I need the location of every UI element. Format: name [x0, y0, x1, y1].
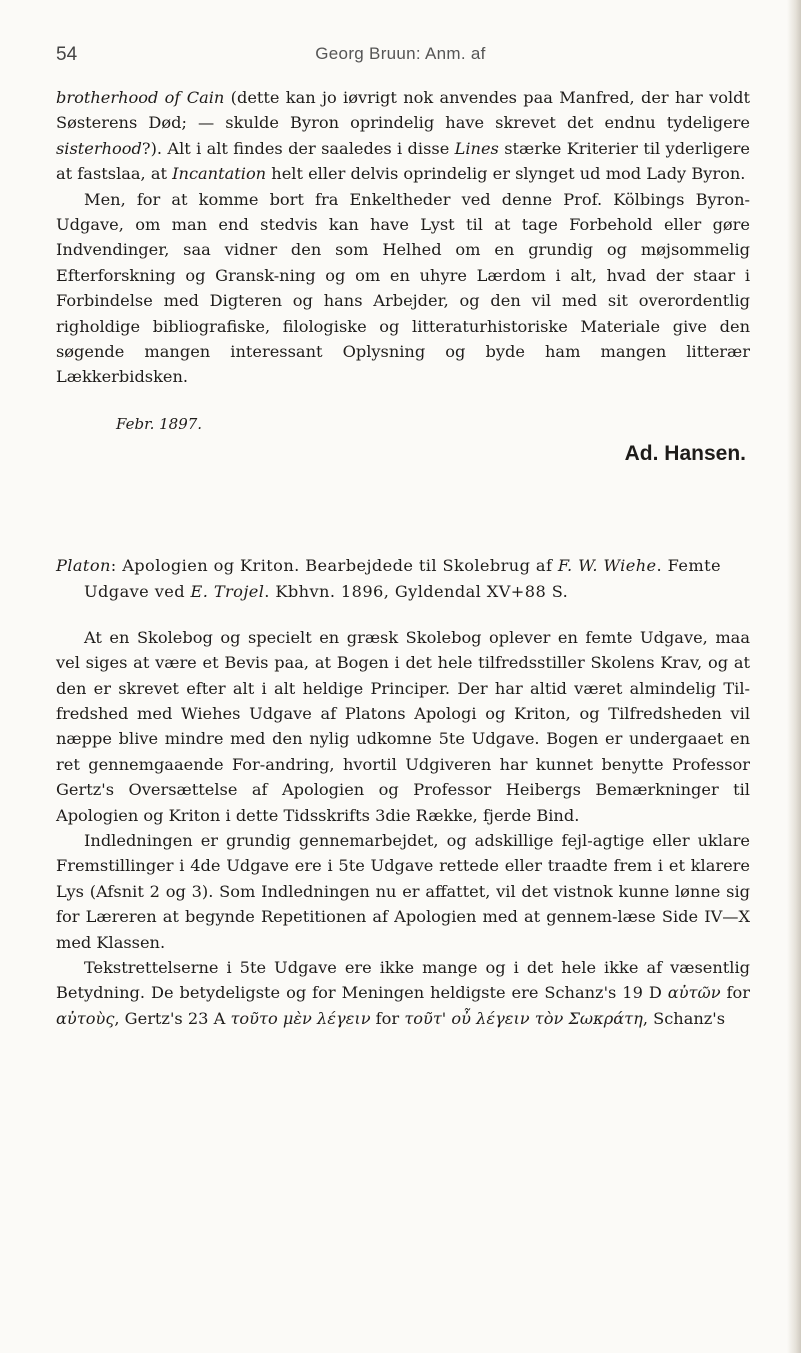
paragraph-continuation: [56, 85, 750, 187]
greek-text: αὐτῶν: [667, 983, 721, 1003]
italic-title: Lines: [454, 138, 499, 158]
italic-title: brotherhood of Cain: [56, 88, 225, 107]
greek-text: τοῦτ' οὖ λέγειν τὸν Σωκράτη: [404, 1008, 643, 1028]
paragraph-text-corrections: [56, 955, 750, 1031]
text-run: . Femte Udgave ved: [84, 555, 721, 601]
text-run: for: [720, 983, 750, 1003]
reviewer-signature: Ad. Hansen.: [624, 442, 746, 466]
page-edge-shadow: [787, 0, 801, 1353]
running-title: Georg Bruun: Anm. af: [315, 44, 486, 63]
text-run: , Gertz's 23 A: [114, 1008, 231, 1028]
paragraph-conclusion: Men, for at komme bort fra Enkeltheder ved denne Prof. Kölbings Byron-Udgave, om man end stedvis kan have Lyst til at tage Forbehold eller gøre Indvendinger, saa vidner den som Helhed om en grundig og møjsommelig Efterforskning og Gransk-ning og om en uhyre Lærdom i alt, hvad der staar i Forbindelse med Digteren og hans Arbejder, og den vil med sit overordentlig righoldige bibliografiske, filologiske og litteraturhistoriske Materiale give den søgende mangen interessant Oplysning og byde ham mangen litterær Lækkerbidsken.: [56, 189, 750, 387]
editor-name: F. W. Wiehe: [557, 555, 657, 575]
text-run: , Schanz's: [642, 1008, 726, 1028]
text-run: stærke Kriterier til yderligere at fastslaa, at: [56, 138, 750, 184]
italic-term: sisterhood: [56, 138, 142, 158]
editor-name: E. Trojel: [190, 581, 265, 601]
review-date: Febr. 1897.: [116, 414, 203, 433]
text-run: for: [370, 1008, 405, 1028]
body-text: [56, 85, 750, 1031]
greek-text: τοῦτο μὲν λέγειν: [230, 1008, 371, 1028]
text-run: (dette kan jo iøvrigt nok anvendes paa Manfred, der har voldt Søsterens Død; — skulde Byron oprindelig have skrevet det endnu tydeligere: [56, 88, 751, 133]
running-head: [56, 44, 745, 68]
text-run: . Kbhvn. 1896, Gyldendal XV+88 S.: [264, 581, 569, 601]
text-run: Tekstrettelserne i 5te Udgave ere ikke mange og i det hele ikke af væsentlig Betydning. De betydeligste og for Meningen heldigste ere Schanz's 19 D: [56, 957, 750, 1003]
text-run: helt eller delvis oprindelig er slynget ud mod Lady Byron.: [266, 164, 746, 184]
text-run: : Apologien og Kriton. Bearbejdede til Skolebrug af: [110, 555, 558, 575]
book-entry-heading: [56, 553, 750, 605]
italic-title: Incantation: [172, 164, 267, 184]
greek-text: αὐτοὺς: [56, 1008, 115, 1028]
paragraph-review-intro: At en Skolebog og specielt en græsk Skolebog oplever en femte Udgave, maa vel siges at være et Bevis paa, at Bogen i det hele tilfredsstiller Skolens Krav, og at den er skrevet efter alt i alt heldige Principer. Der har altid været almindelig Til-fredshed med Wiehes Udgave af Platons Apologi og Kriton, og Tilfredsheden vil næppe blive mindre med den nylig udkomne 5te Udgave. Bogen er undergaaet en ret gennemgaaende For-andring, hvortil Udgiveren har kunnet benytte Professor Gertz's Oversættelse af Apologien og Professor Heibergs Bemærkninger til Apologien og Kriton i dette Tidsskrifts 3die Række, fjerde Bind.: [56, 627, 750, 825]
text-run: ?). Alt i alt findes der saaledes i disse: [141, 138, 455, 158]
author-name: Platon: [56, 555, 111, 575]
paragraph-introduction: Indledningen er grundig gennemarbejdet, og adskillige fejl-agtige eller uklare Fremstillinger i 4de Udgave ere i 5te Udgave rettede eller traadte frem i et klarere Lys (Afsnit 2 og 3). Som Indledningen nu er affattet, vil det vistnok kunne lønne sig for Læreren at begynde Repetitionen af Apologien med at gennem-læse Side IV—X med Klassen.: [56, 830, 750, 952]
page-number: 54: [56, 44, 78, 65]
